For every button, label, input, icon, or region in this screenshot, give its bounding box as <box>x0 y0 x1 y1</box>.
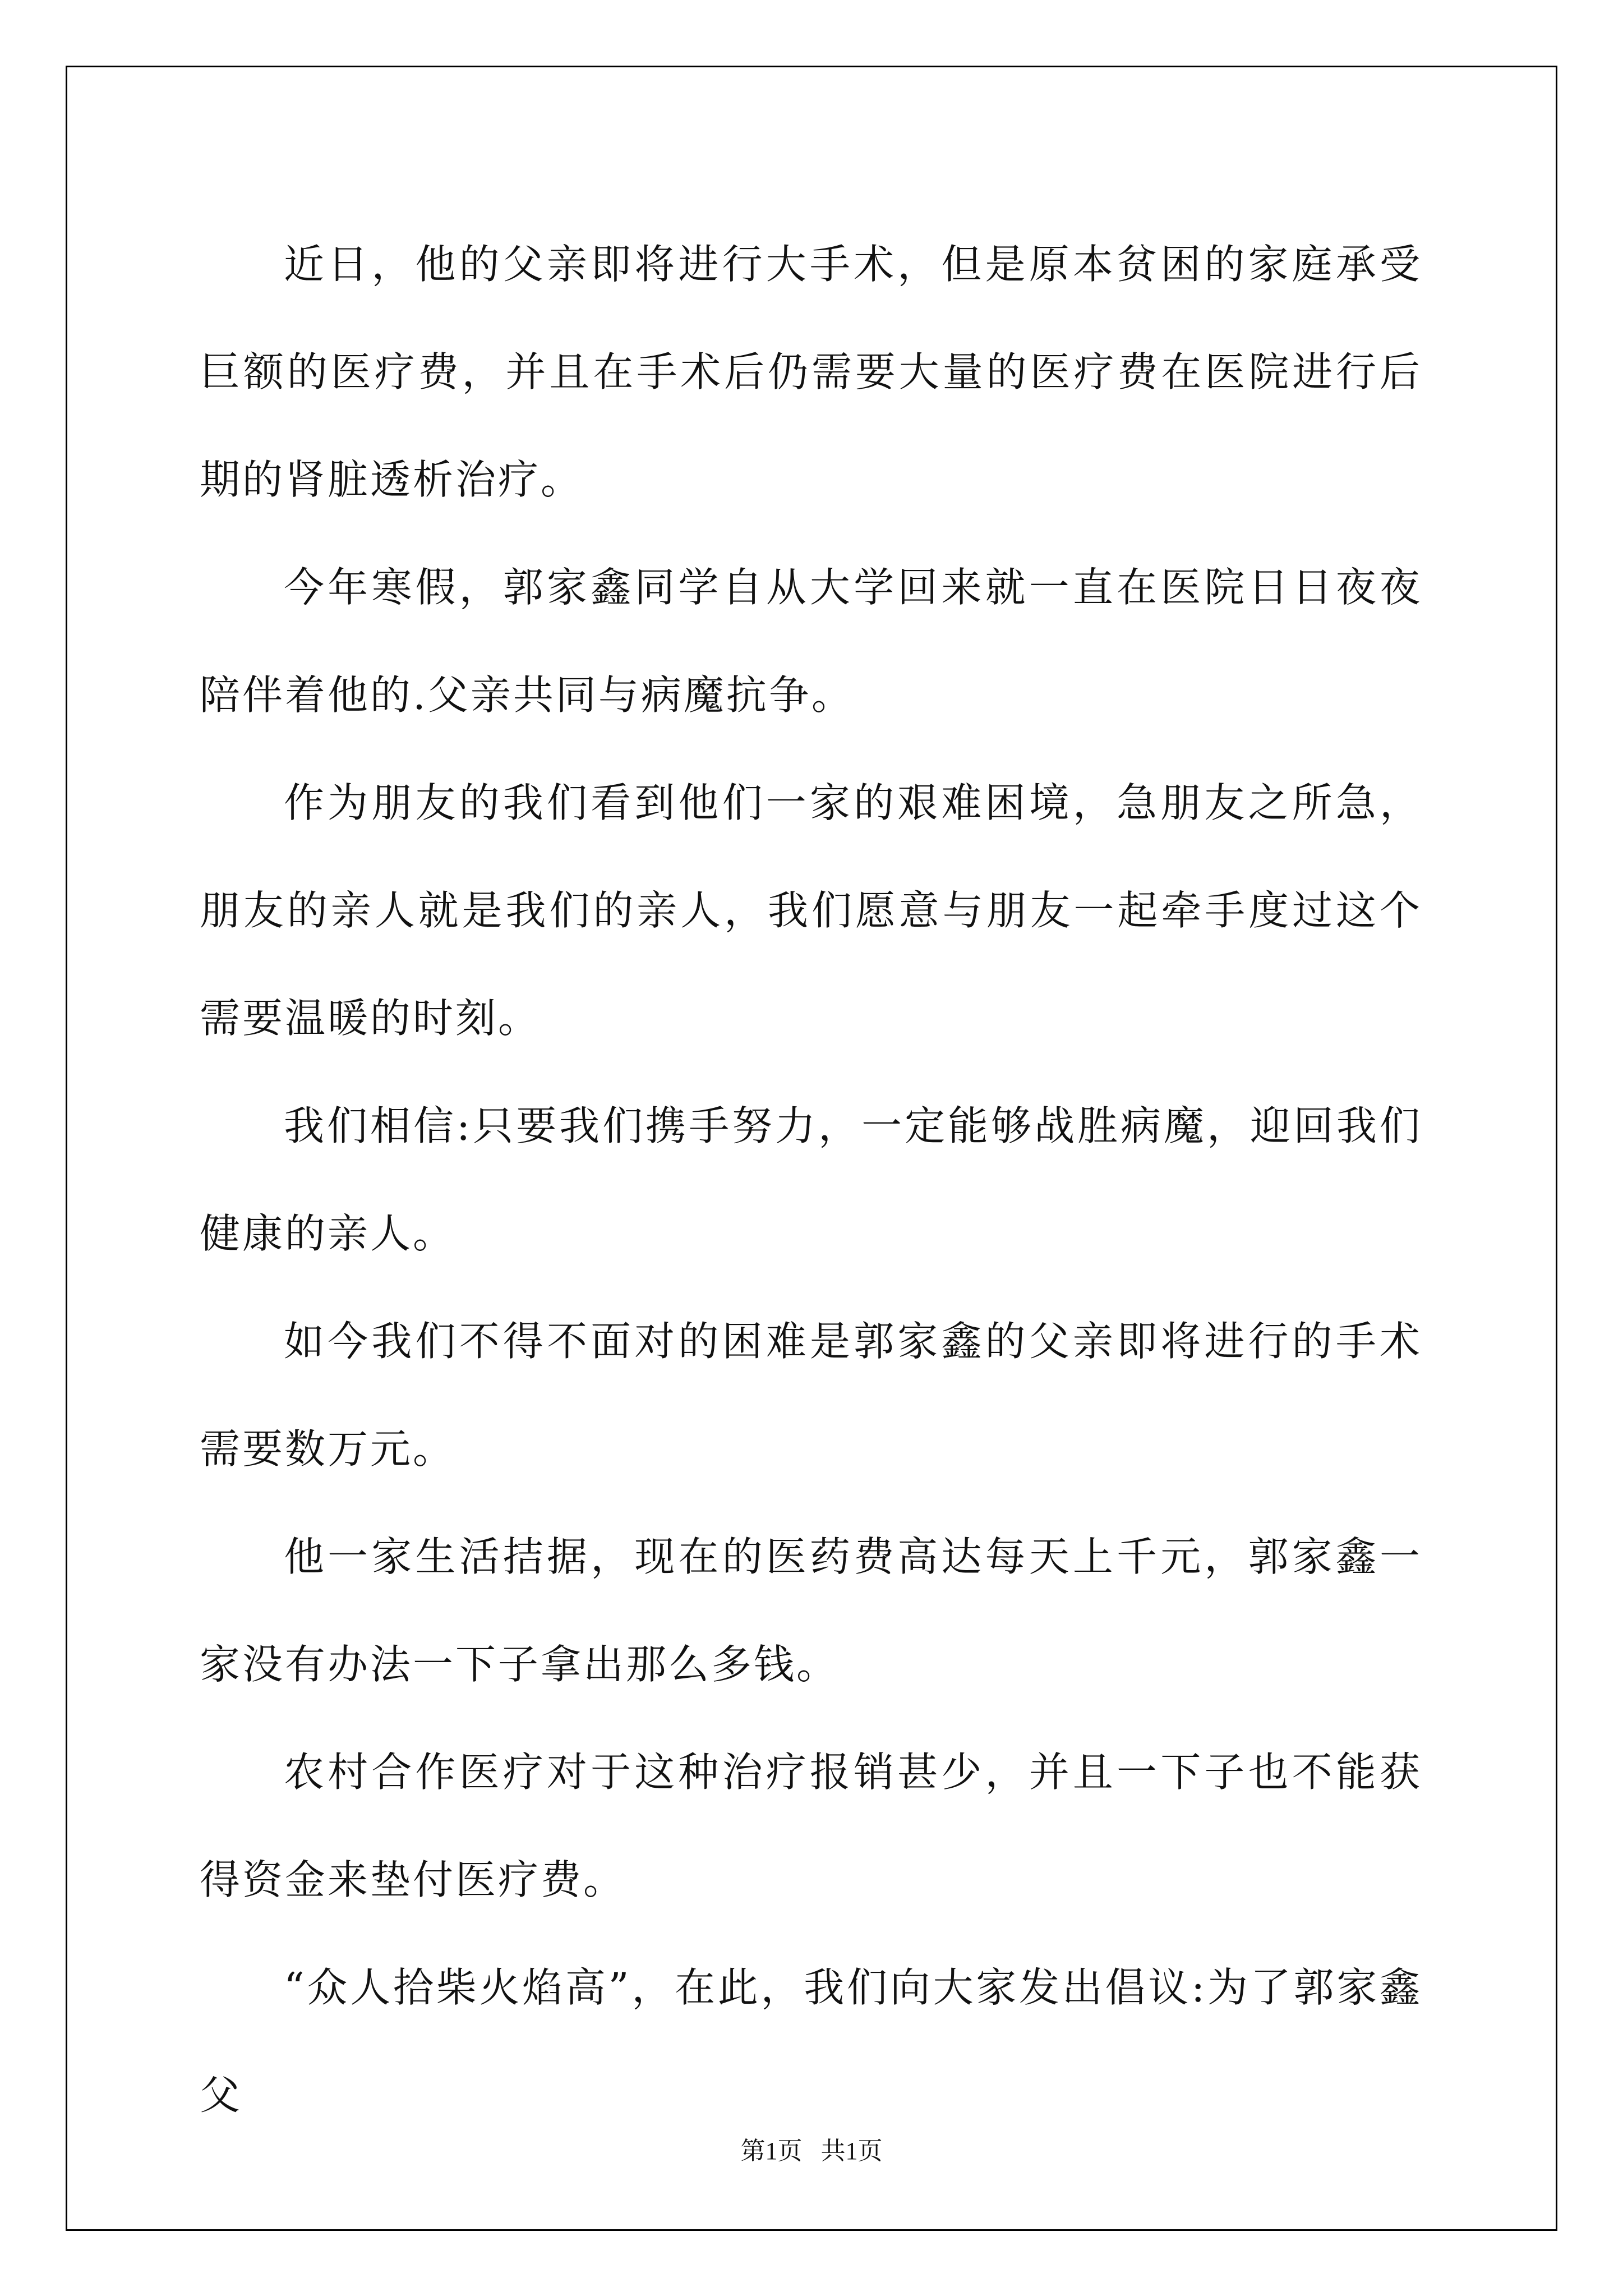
paragraph: 农村合作医疗对于这种治疗报销甚少，并且一下子也不能获得资金来垫付医疗费。 <box>200 1749 1422 1903</box>
paragraph: 近日，他的父亲即将进行大手术，但是原本贫困的家庭承受巨额的医疗费，并且在手术后仍需要大量的医疗费在医院进行后期的肾脏透析治疗。 <box>200 241 1422 503</box>
document-body <box>200 210 1422 2149</box>
paragraph: 他一家生活拮据，现在的医药费高达每天上千元，郭家鑫一家没有办法一下子拿出那么多钱。 <box>200 1533 1422 1688</box>
paragraph: 如今我们不得不面对的困难是郭家鑫的父亲即将进行的手术需要数万元。 <box>200 1318 1422 1473</box>
page-footer: 第1页 共1页 <box>740 2137 883 2165</box>
paragraph: “众人拾柴火焰高”，在此，我们向大家发出倡议:为了郭家鑫父 <box>200 1964 1422 2119</box>
paragraph: 今年寒假，郭家鑫同学自从大学回来就一直在医院日日夜夜陪伴着他的.父亲共同与病魔抗争。 <box>200 564 1422 719</box>
paragraph: 作为朋友的我们看到他们一家的艰难困境，急朋友之所急，朋友的亲人就是我们的亲人，我们愿意与朋友一起牵手度过这个需要温暖的时刻。 <box>200 779 1422 1042</box>
paragraph: 我们相信:只要我们携手努力，一定能够战胜病魔，迎回我们健康的亲人。 <box>200 1102 1422 1257</box>
